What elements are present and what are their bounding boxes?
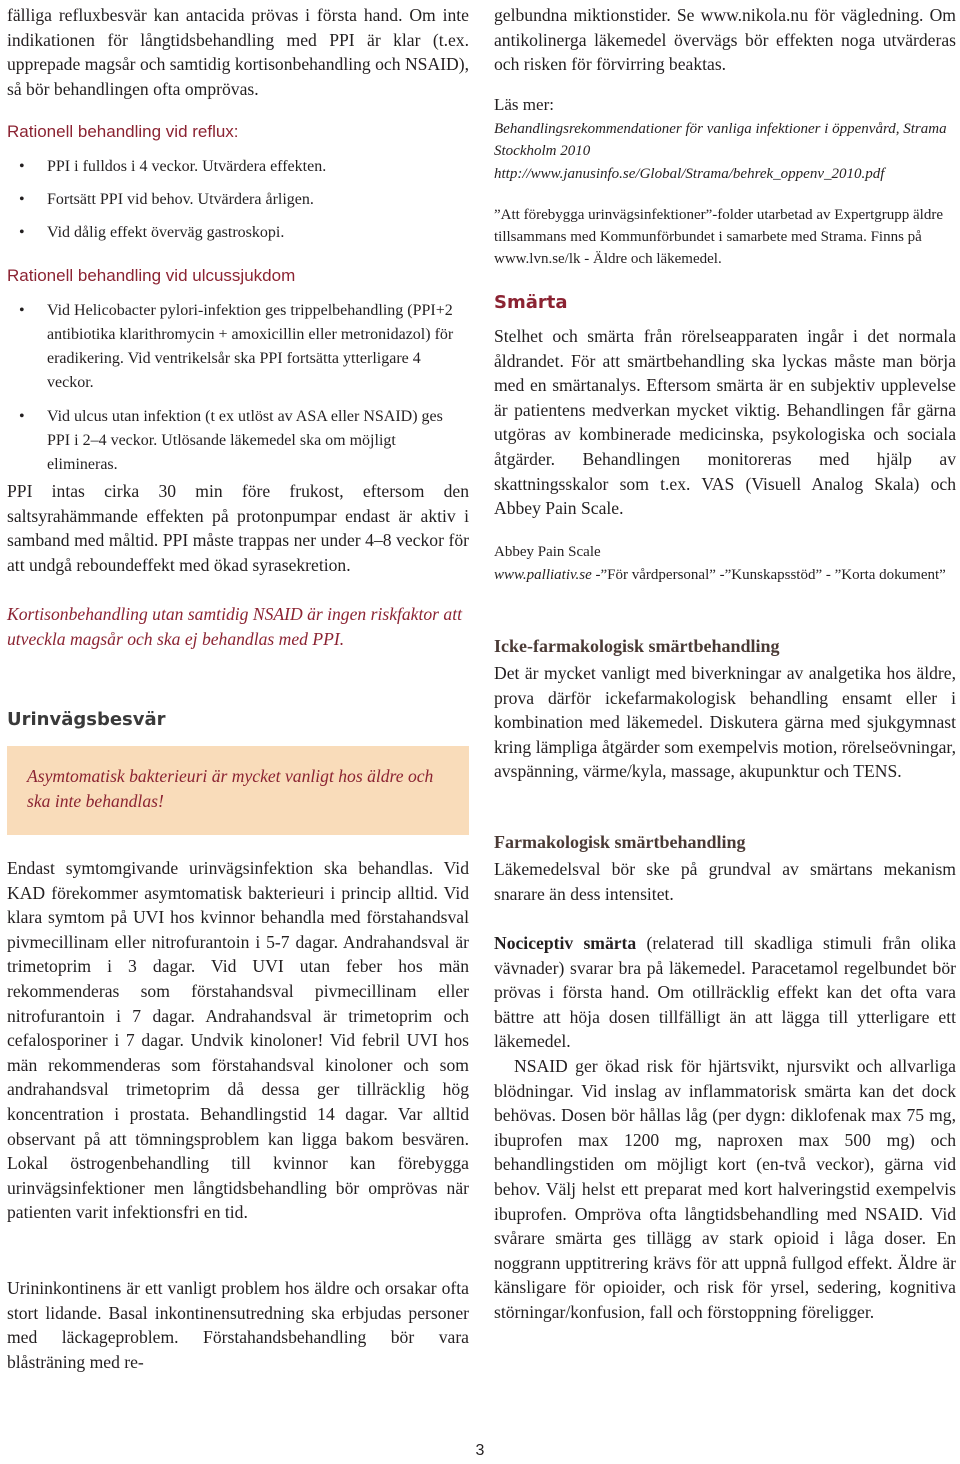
ulcus-heading: Rationell behandling vid ulcussjukdom — [7, 266, 296, 285]
ulcus-list — [7, 299, 469, 487]
reference-1-url[interactable]: http://www.janusinfo.se/Global/Strama/behrek_oppenv_2010.pdf — [494, 166, 885, 182]
las-mer-label: Läs mer: — [494, 95, 554, 114]
palliativ-rest: -”För vårdpersonal” -”Kunskapsstöd” - ”Korta dokument” — [591, 567, 946, 583]
kortison-note: Kortisonbehandling utan samtidig NSAID är ingen riskfaktor att utveckla magsår och ska ej behandlas med PPI. — [7, 604, 462, 649]
reference-1: Behandlingsrekommendationer för vanliga infektioner i öppenvård, Strama Stockholm 2010 — [494, 121, 947, 159]
ickefarmakologisk-heading: Icke-farmakologisk smärtbehandling — [494, 636, 780, 656]
abbey-pain-scale-label: Abbey Pain Scale — [494, 544, 601, 560]
nociceptiv-paragraph — [494, 931, 956, 1054]
ickefarmakologisk-paragraph: Det är mycket vanligt med biverkningar av analgetika hos äldre, prova därför ickefarmakologisk behandling ensamt eller i kombination med läkemedel. Diskutera gärna med sjukgymnast kring lämpliga åtgärder som exempelvis motion, rörelseövningar, avspänning, värme/kyla, massage, akupunktur och TENS. — [494, 663, 956, 782]
list-item: • Fortsätt PPI vid behov. Utvärdera årligen. — [7, 190, 469, 210]
farmakologisk-paragraph: Läkemedelsval bör ske på grundval av smärtans mekanism snarare än dess intensitet. — [494, 859, 956, 904]
palliativ-url[interactable]: www.palliativ.se — [494, 567, 592, 583]
reflux-list — [7, 157, 469, 256]
continued-paragraph: gelbundna miktionstider. Se www.nikola.nu för vägledning. Om antikolinerga läkemedel övervägs bör effekten noga utvärderas och risken för förvirring beaktas. — [494, 5, 956, 75]
palliativ-reference — [494, 564, 956, 586]
ppi-paragraph: PPI intas cirka 30 min före frukost, eftersom den saltsyrahämmande effekten på protonpumpar endast är aktiv i samband med måltid. PPI måste trappas ner under 4–8 veckor för att undgå reboundeffekt med ökad syrasekretion. — [7, 481, 469, 575]
list-item: • PPI i fulldos i 4 veckor. Utvärdera effekten. — [7, 157, 469, 177]
smarta-paragraph: Stelhet och smärta från rörelseapparaten ingår i det normala åldrandet. För att smärtbehandling ska lyckas måste man börja med en smärtanalys. Eftersom smärta är en subjektiv upplevelse är patientens medverkan mycket viktig. Behandlingen får gärna utgöras av kombinerade medicinska, psykologiska och sociala åtgärder. Behandlingen monitoreras med hjälp av skattningsskalor som t.ex. VAS (Visuell Analog Skala) och Abbey Pain Scale. — [494, 326, 956, 519]
nociceptiv-term: Nociceptiv smärta — [494, 933, 637, 953]
uri-paragraph-2: Urininkontinens är ett vanligt problem hos äldre och orsakar ofta stort lidande. Basal inkontinensutredning ska erbjudas personer med läckageproblem. Förstahandsbehandling bör vara blåsträning med re- — [7, 1278, 469, 1372]
urinvagsbesvar-heading: Urinvägsbesvär — [7, 709, 166, 730]
farmakologisk-heading: Farmakologisk smärtbehandling — [494, 832, 746, 852]
uri-callout-box — [7, 746, 469, 835]
smarta-heading: Smärta — [494, 292, 568, 313]
intro-paragraph: fälliga refluxbesvär kan antacida prövas i första hand. Om inte indikationen för långtidsbehandling med PPI är klar (t.ex. upprepade magsår och samtidig kortisonbehandling och NSAID), så bör behandlingen ofta omprövas. — [7, 5, 469, 99]
page-number: 3 — [475, 1442, 485, 1459]
list-item: • Vid ulcus utan infektion (t ex utlöst av ASA eller NSAID) ges PPI i 2–4 veckor. Utlösande läkemedel ska om möjligt elimineras. — [7, 405, 469, 477]
nociceptiv-text: (relaterad till skadliga stimuli från olika vävnader) svarar bra på läkemedel. Paracetamol regelbundet bör prövas i första hand. Om otillräcklig effekt kan det ofta vara bättre att höja dosen tillfälligt än att lägga till ytterligare ett läkemedel. — [494, 933, 956, 1052]
nsaid-paragraph: NSAID ger ökad risk för hjärtsvikt, njursvikt och allvarliga blödningar. Vid inslag av inflammatorisk smärta kan det dock behövas. Dosen bör hållas låg (per dygn: diklofenak max 75 mg, ibuprofen max 1200 mg, naproxen max 500 mg) och behandlingstiden om möjligt kort (en-två veckor), gärna vid behov. Välj helst ett preparat med kort halveringstid exempelvis ibuprofen. Ompröva ofta långtidsbehandling med NSAID. Vid svårare smärta ges tillägg av stark opioid i låga doser. En noggrann upptitrering krävs för att uppnå fullgod effekt. Äldre är känsligare för opioider, och risk för yrsel, sedering, kognitiva störningar/konfusion, fall och förstoppning föreligger. — [494, 1056, 956, 1322]
reference-2: ”Att förebygga urinvägsinfektioner”-folder utarbetad av Expertgrupp äldre tillsammans med Kommunförbundet i samarbete med Strama. Finns på www.lvn.se/lk - Äldre och läkemedel. — [494, 207, 943, 267]
reflux-heading: Rationell behandling vid reflux: — [7, 122, 239, 141]
list-item: • Vid Helicobacter pylori-infektion ges trippelbehandling (PPI+2 antibiotika klarithromycin + amoxicillin eller metronidazol) för eradikering. Vid ventrikelsår ska PPI fortsätta ytterligare 4 veckor. — [7, 299, 469, 395]
list-item: • Vid dålig effekt överväg gastroskopi. — [7, 223, 469, 243]
uri-callout-text: Asymtomatisk bakterieuri är mycket vanligt hos äldre och ska inte behandlas! — [27, 766, 434, 811]
uri-paragraph-1: Endast symtomgivande urinvägsinfektion ska behandlas. Vid KAD förekommer asymtomatisk bakterieuri i princip alltid. Vid klara symtom på UVI hos kvinnor behandla med förstahandsval pivmecillinam eller nitrofurantoin i 5-7 dagar. Andrahandsval är trimetoprim i 3 dagar. Vid UVI utan feber hos män rekommenderas som förstahandsval pivmecillinam eller nitrofurantoin i 7 dagar. Andrahandsval är trimetoprim och cefalosporiner i 7 dagar. Undvik kinoloner! Vid febril UVI hos män rekommenderas som förstahandsval kinoloner och som andrahandsval trimetoprim då dessa ger tillräcklig hög koncentration i prostata. Behandlingstid 14 dagar. Var alltid observant på att tömningsproblem kan ligga bakom besvären. Lokal östrogenbehandling till kvinnor kan förebygga urinvägsinfektioner men långtidsbehandling bör omprövas när patienten varit infektionsfri en tid. — [7, 858, 469, 1223]
